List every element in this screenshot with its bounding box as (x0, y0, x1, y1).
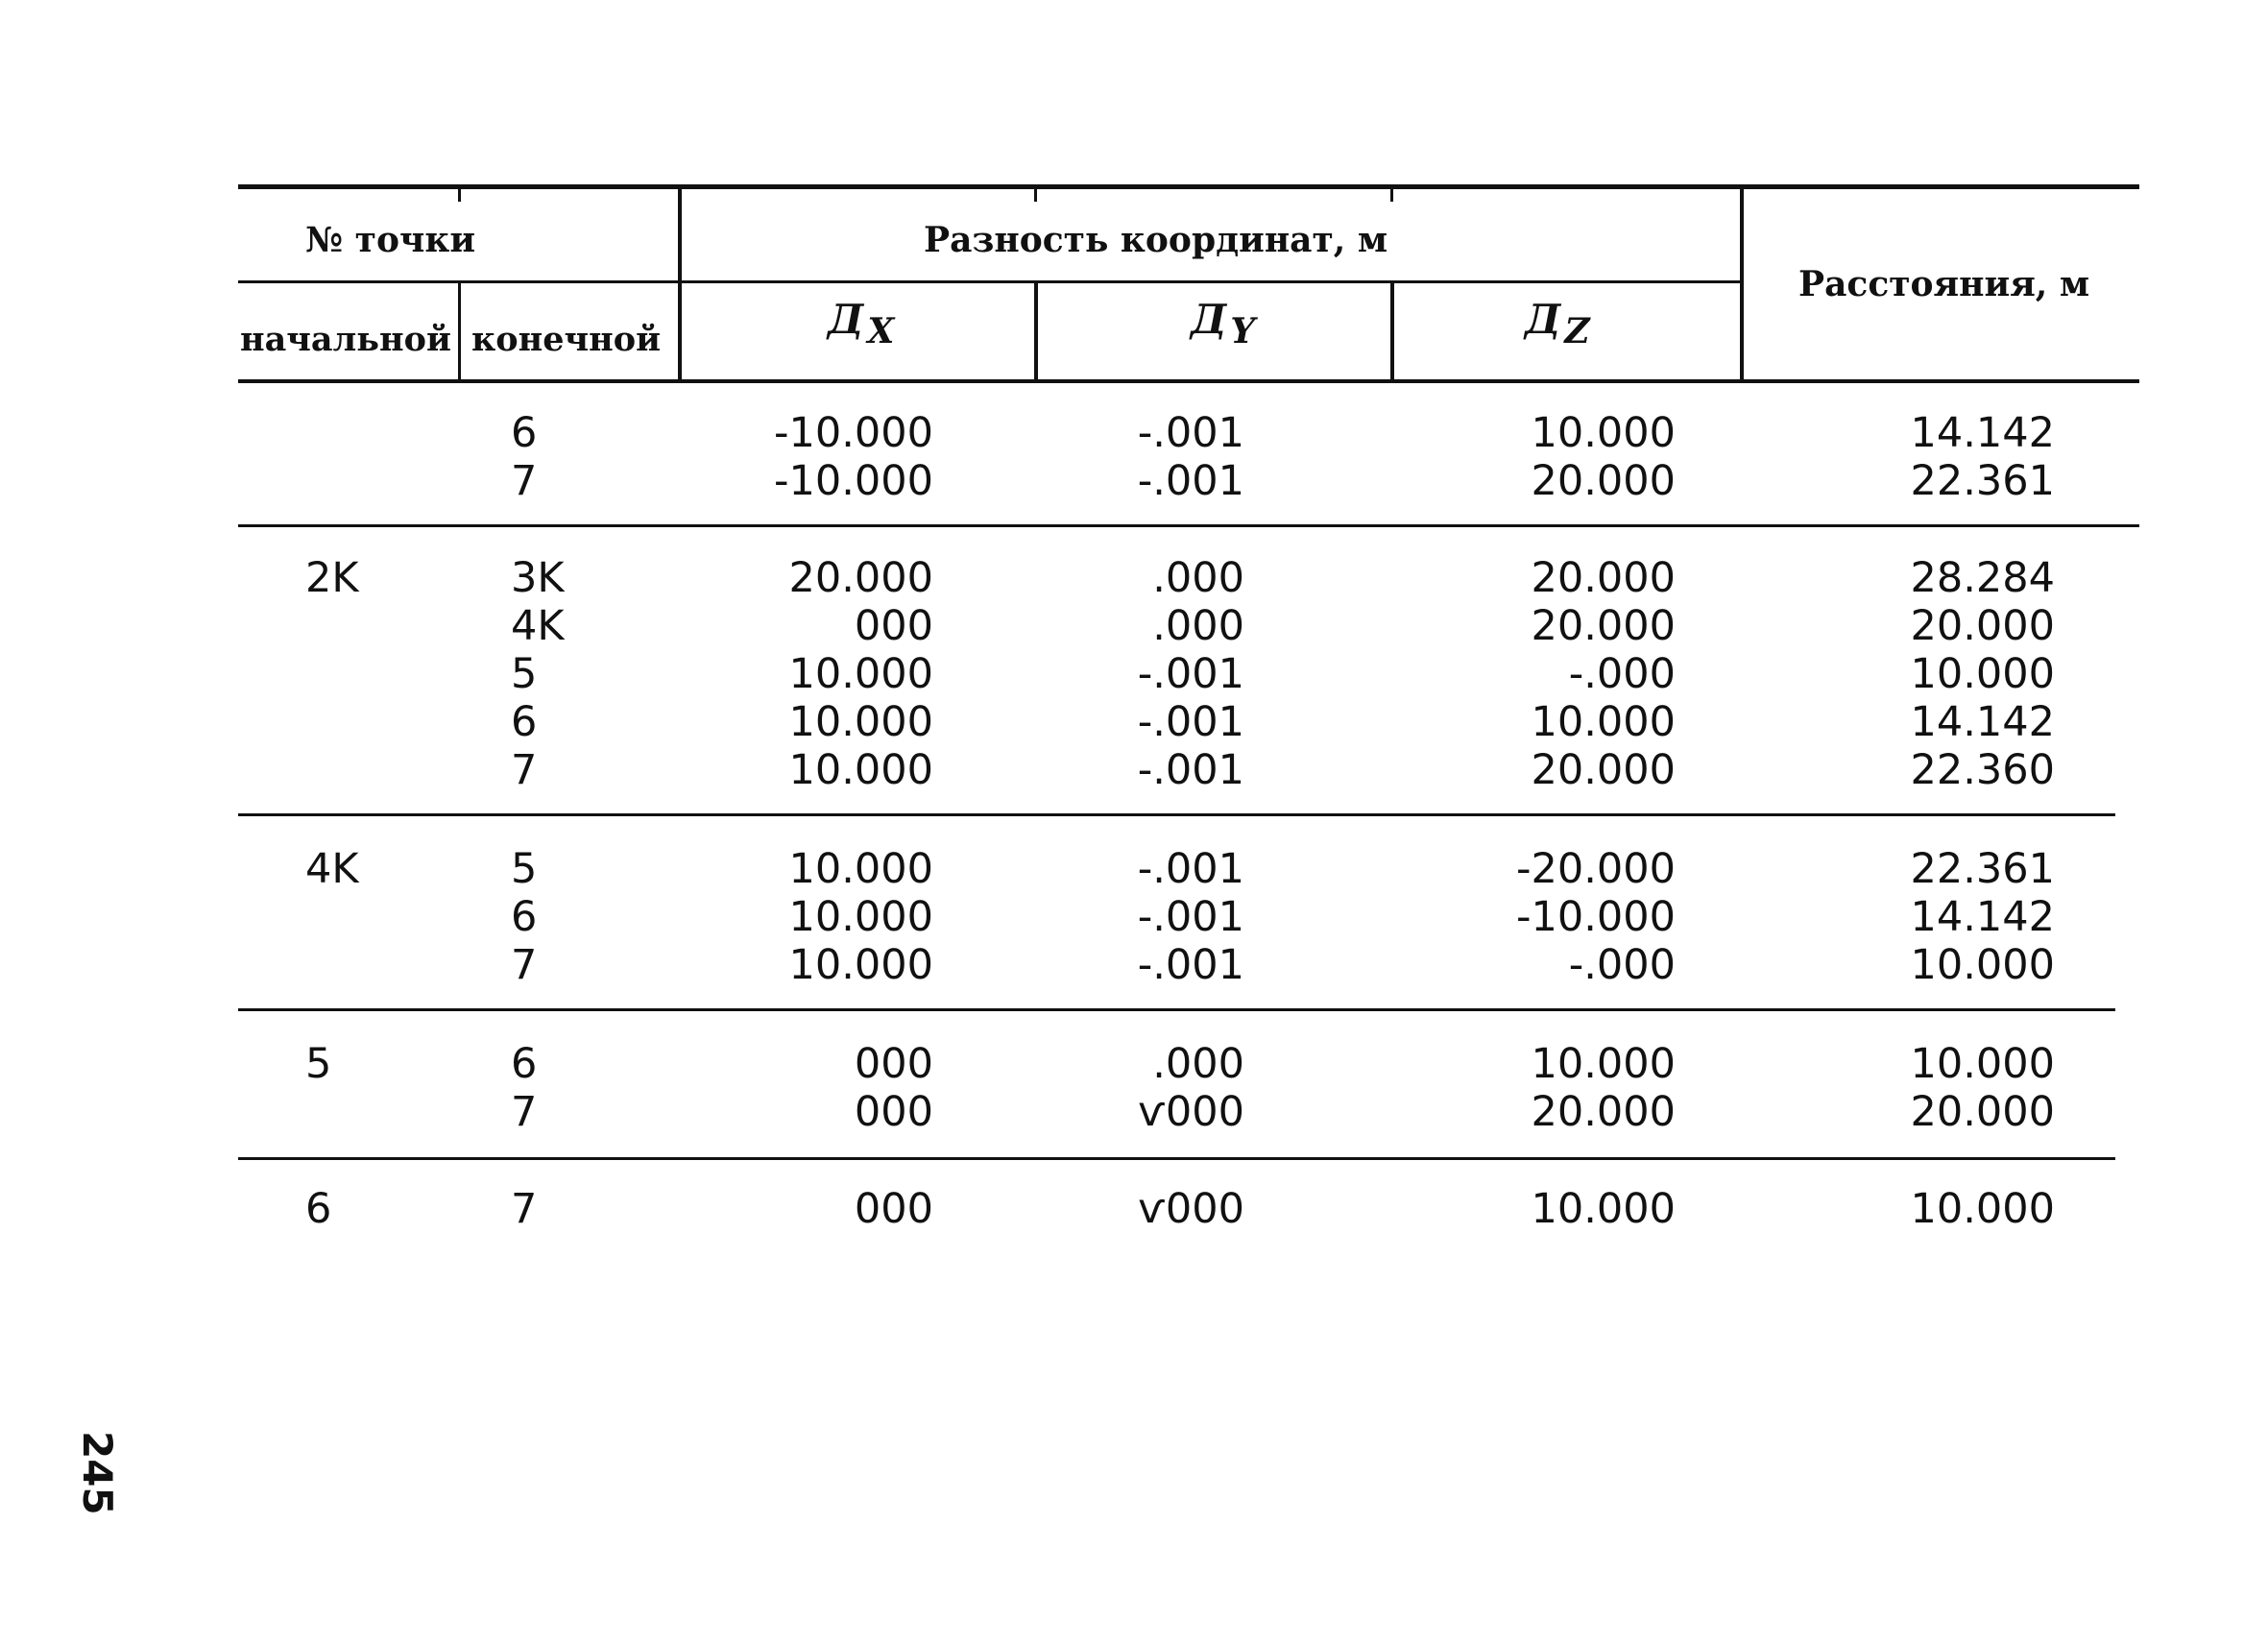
dy-cell: ѵ000 (1138, 1185, 1244, 1233)
dx-cell: 20.000 (788, 554, 933, 602)
dx-cell: 10.000 (788, 845, 933, 893)
end-point-cell: 6 (511, 409, 538, 457)
dz-cell: 10.000 (1531, 1040, 1676, 1088)
dx-cell: 000 (854, 1040, 933, 1088)
header-divider-5 (1740, 186, 1744, 382)
top-tick-2 (1034, 186, 1037, 202)
distance-cell: 22.361 (1910, 845, 2055, 893)
distance-cell: 28.284 (1910, 554, 2055, 602)
dx-cell: 000 (854, 1088, 933, 1136)
dx-cell: 000 (854, 1185, 933, 1233)
end-point-cell: 7 (511, 746, 538, 794)
dy-cell: -.001 (1137, 845, 1244, 893)
dx-cell: 10.000 (788, 698, 933, 746)
group-rule-3 (238, 1008, 2115, 1011)
dz-sub: Z (1564, 311, 1590, 351)
dz-cell: 20.000 (1531, 746, 1676, 794)
dz-cell: 20.000 (1531, 1088, 1676, 1136)
dx-cell: -10.000 (774, 457, 933, 505)
distance-cell: 14.142 (1910, 409, 2055, 457)
dy-cell: ѵ000 (1138, 1088, 1244, 1136)
dz-cell: -20.000 (1516, 845, 1676, 893)
dz-cell: 10.000 (1531, 698, 1676, 746)
dy-cell: .000 (1152, 1040, 1244, 1088)
distance-cell: 10.000 (1910, 941, 2055, 989)
dy-cell: -.001 (1137, 941, 1244, 989)
dx-cell: 000 (854, 602, 933, 650)
dz-cell: 10.000 (1531, 409, 1676, 457)
start-point-cell: 5 (305, 1040, 332, 1088)
header-dx (828, 296, 895, 351)
distance-cell: 22.361 (1910, 457, 2055, 505)
table-top-rule (238, 184, 2139, 189)
dy-cell: -.001 (1137, 409, 1244, 457)
end-point-cell: 7 (511, 457, 538, 505)
end-point-cell: 4K (511, 602, 565, 650)
dx-letter: Д (828, 296, 864, 343)
header-coord-diff: Разность координат, м (924, 220, 1388, 260)
dx-cell: 10.000 (788, 650, 933, 698)
header-divider-4 (1390, 282, 1394, 382)
dz-cell: 20.000 (1531, 602, 1676, 650)
end-point-cell: 5 (511, 650, 538, 698)
group-rule-1 (238, 524, 2139, 527)
dz-cell: -10.000 (1516, 893, 1676, 941)
header-final: конечной (471, 320, 662, 359)
header-divider-2 (678, 186, 682, 382)
dy-cell: -.001 (1137, 698, 1244, 746)
dy-letter: Д (1191, 296, 1227, 343)
dx-cell: 10.000 (788, 746, 933, 794)
dz-cell: -.000 (1568, 650, 1676, 698)
header-divider-1 (458, 282, 461, 382)
end-point-cell: 3K (511, 554, 565, 602)
end-point-cell: 7 (511, 941, 538, 989)
dy-cell: -.001 (1137, 746, 1244, 794)
distance-cell: 10.000 (1910, 1185, 2055, 1233)
dz-cell: -.000 (1568, 941, 1676, 989)
distance-cell: 10.000 (1910, 1040, 2055, 1088)
end-point-cell: 5 (511, 845, 538, 893)
distance-cell: 22.360 (1910, 746, 2055, 794)
start-point-cell: 2K (305, 554, 359, 602)
start-point-cell: 4K (305, 845, 359, 893)
distance-cell: 14.142 (1910, 893, 2055, 941)
dz-cell: 20.000 (1531, 457, 1676, 505)
group-rule-2 (238, 813, 2115, 816)
dz-letter: Д (1525, 296, 1561, 343)
end-point-cell: 6 (511, 1040, 538, 1088)
end-point-cell: 7 (511, 1185, 538, 1233)
header-mid-rule (238, 280, 1741, 283)
end-point-cell: 6 (511, 893, 538, 941)
end-point-cell: 7 (511, 1088, 538, 1136)
dz-cell: 20.000 (1531, 554, 1676, 602)
distance-cell: 20.000 (1910, 602, 2055, 650)
header-dz (1525, 296, 1590, 351)
header-divider-3 (1034, 282, 1038, 382)
dy-cell: -.001 (1137, 650, 1244, 698)
dy-cell: .000 (1152, 554, 1244, 602)
group-rule-4 (238, 1157, 2115, 1160)
distance-cell: 10.000 (1910, 650, 2055, 698)
start-point-cell: 6 (305, 1185, 332, 1233)
dy-cell: -.001 (1137, 457, 1244, 505)
dx-cell: 10.000 (788, 941, 933, 989)
header-bottom-rule (238, 379, 2139, 383)
dx-sub: X (867, 311, 895, 351)
top-tick-3 (1390, 186, 1393, 202)
distance-cell: 20.000 (1910, 1088, 2055, 1136)
dz-cell: 10.000 (1531, 1185, 1676, 1233)
dy-sub: Y (1230, 311, 1256, 351)
top-tick-1 (458, 186, 461, 202)
dx-cell: 10.000 (788, 893, 933, 941)
end-point-cell: 6 (511, 698, 538, 746)
header-distance: Расстояния, м (1798, 264, 2090, 304)
header-dy (1191, 296, 1256, 351)
dy-cell: .000 (1152, 602, 1244, 650)
header-point-no: № точки (305, 220, 476, 260)
dy-cell: -.001 (1137, 893, 1244, 941)
distance-cell: 14.142 (1910, 698, 2055, 746)
page-number: 245 (74, 1431, 121, 1515)
dx-cell: -10.000 (774, 409, 933, 457)
header-initial: начальной (240, 320, 451, 359)
